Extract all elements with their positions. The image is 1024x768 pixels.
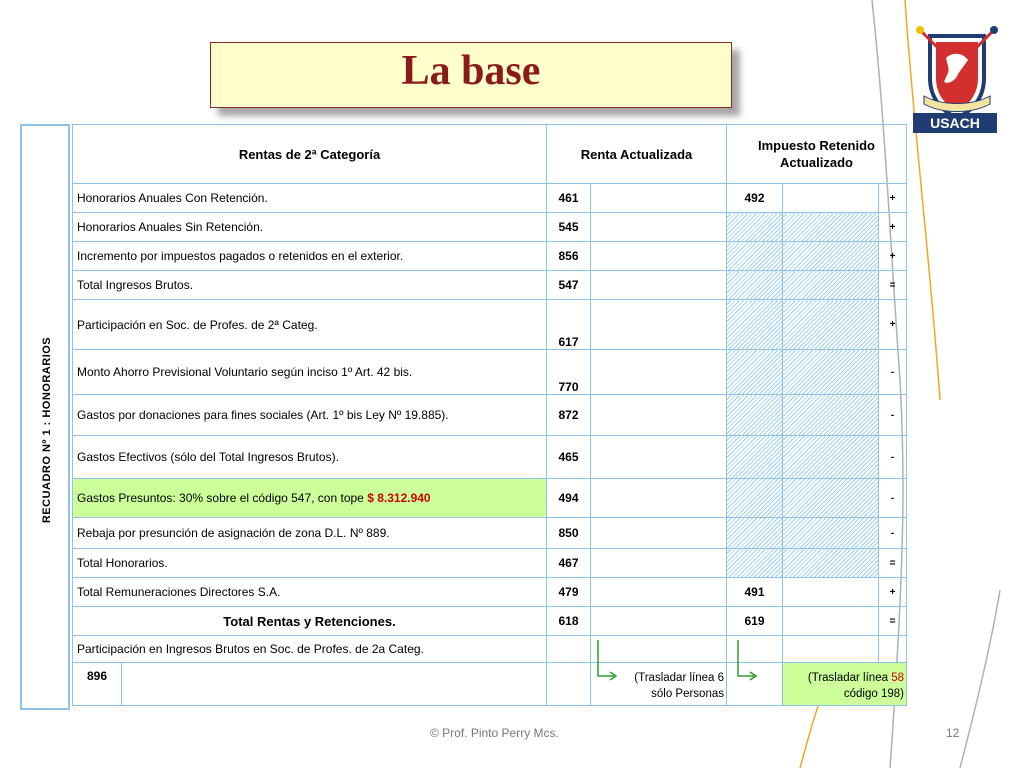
row-operator: = [879, 271, 907, 300]
tax-code: 491 [727, 578, 783, 607]
row-code: 465 [547, 436, 591, 479]
footer-credit: © Prof. Pinto Perry Mcs. [430, 726, 559, 740]
note-line: sólo Personas [651, 688, 724, 700]
row-operator: - [879, 436, 907, 479]
row-label: Total Remuneraciones Directores S.A. [73, 578, 547, 607]
note-trasladar-2 [786, 670, 904, 702]
row-label: Monto Ahorro Previsional Voluntario según inciso 1º Art. 42 bis. [73, 350, 547, 395]
row-operator: + [879, 184, 907, 213]
row-code: 618 [547, 607, 591, 636]
bottom-code: 896 [73, 663, 122, 705]
row-label: Gastos por donaciones para fines sociales (Art. 1º bis Ley Nº 19.885). [73, 395, 547, 436]
row-code: 467 [547, 549, 591, 578]
row-label: Participación en Soc. de Profes. de 2ª Categ. [73, 300, 547, 350]
row-code: 617 [547, 300, 591, 350]
row-code: 850 [547, 518, 591, 549]
row-label: Gastos Presuntos: 30% sobre el código 547, con tope [77, 491, 364, 505]
side-label: RECUADRO Nº 1 : HONORARIOS [41, 336, 53, 524]
row-code: 547 [547, 271, 591, 300]
note-line: código 198) [843, 688, 904, 700]
row-label: Incremento por impuestos pagados o retenidos en el exterior. [73, 242, 547, 271]
header-category: Rentas de 2ª Categoría [73, 125, 547, 184]
row-label: Rebaja por presunción de asignación de zona D.L. Nº 889. [73, 518, 547, 549]
row-operator: = [879, 607, 907, 636]
row-label: Total Ingresos Brutos. [73, 271, 547, 300]
row-code: 494 [547, 479, 591, 518]
row-operator: - [879, 395, 907, 436]
row-operator: = [879, 549, 907, 578]
row-operator: - [879, 518, 907, 549]
note-trasladar-1 [618, 670, 724, 702]
row-code: 872 [547, 395, 591, 436]
row-label: Total Honorarios. [73, 549, 547, 578]
row-code: 479 [547, 578, 591, 607]
row-operator: - [879, 350, 907, 395]
row-operator: + [879, 242, 907, 271]
row-operator: + [879, 213, 907, 242]
row-label: Honorarios Anuales Sin Retención. [73, 213, 547, 242]
tope-amount: $ 8.312.940 [367, 491, 431, 505]
slide-title: La base [401, 48, 541, 94]
tax-code: 492 [727, 184, 783, 213]
note-number: 58 [891, 672, 904, 684]
row-code: 461 [547, 184, 591, 213]
row-label: Participación en Ingresos Brutos en Soc. de Profes. de 2a Categ. [73, 636, 547, 663]
row-label: Total Rentas y Retenciones. [73, 607, 547, 636]
row-label: Honorarios Anuales Con Retención. [73, 184, 547, 213]
row-operator: + [879, 300, 907, 350]
note-line: (Trasladar línea 6 [634, 672, 724, 684]
row-code: 770 [547, 350, 591, 395]
row-label: Gastos Efectivos (sólo del Total Ingresos Brutos). [73, 436, 547, 479]
note-text: (Trasladar línea [807, 672, 892, 684]
row-code: 856 [547, 242, 591, 271]
page-number: 12 [946, 726, 960, 740]
header-impuesto: Impuesto Retenido Actualizado [727, 125, 907, 184]
usach-label: USACH [913, 113, 997, 133]
tax-code: 619 [727, 607, 783, 636]
row-operator: + [879, 578, 907, 607]
row-operator: - [879, 479, 907, 518]
header-renta: Renta Actualizada [547, 125, 727, 184]
row-code: 545 [547, 213, 591, 242]
note-line [786, 670, 904, 686]
